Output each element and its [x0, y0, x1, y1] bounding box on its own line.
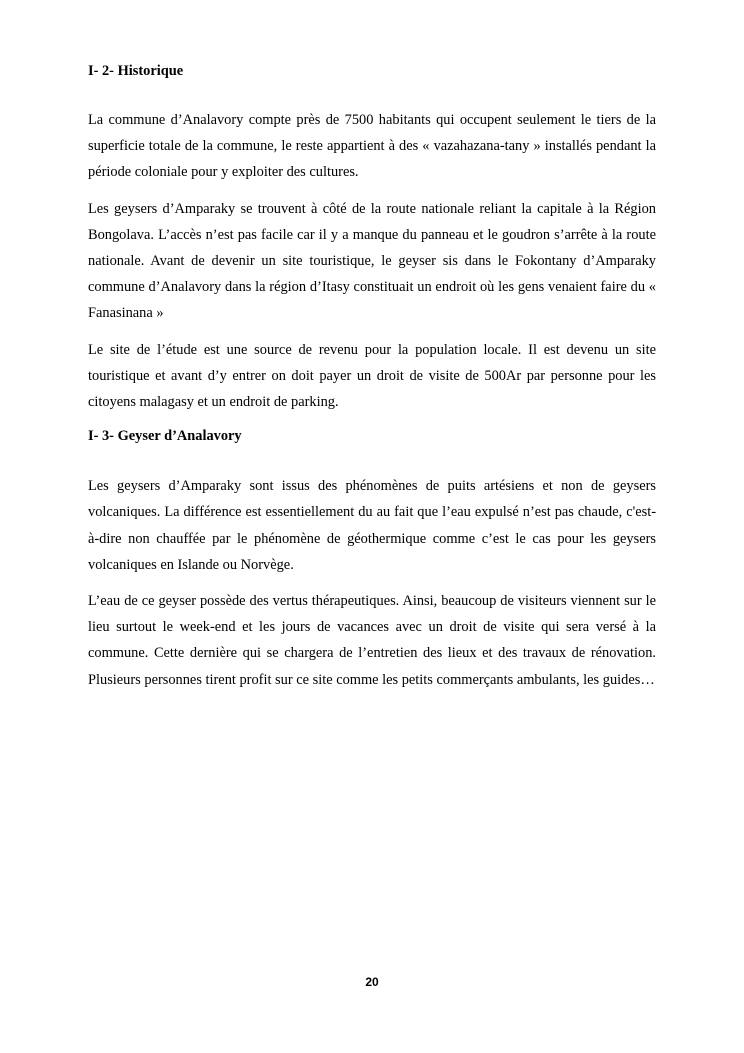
paragraph-geyser-origine: Les geysers d’Amparaky sont issus des phénomènes de puits artésiens et non de geysers volcaniques. La différence est essentiellement du au fait que l’eau expulsé n’est pas chaude, c'est-à-dire non chauffée par le phénomène de géothermique comme c’est le cas pour les geysers volcaniques en Islande ou Norvège. — [88, 478, 656, 573]
paragraph-historique-population: La commune d’Analavory compte près de 7500 habitants qui occupent seulement le tiers de la superficie totale de la commune, le reste appartient à des « vazahazana-tany » installés pendant la période coloniale pour y exploiter des cultures. — [88, 112, 656, 181]
page-body — [88, 58, 656, 693]
section-heading-geyser: I- 3- Geyser d’Analavory — [88, 428, 242, 445]
paragraph-historique-revenu: Le site de l’étude est une source de revenu pour la population locale. Il est devenu un site touristique et avant d’y entrer on doit payer un droit de visite de 500Ar par personne pour les citoyens malagasy et un endroit de parking. — [88, 341, 656, 411]
paragraph-geyser-vertus: L’eau de ce geyser possède des vertus thérapeutiques. Ainsi, beaucoup de visiteurs viennent sur le lieu surtout le week-end et les jours de vacances avec un droit de visite qui sera versé à la commune. Cette dernière qui se chargera de l’entretien des lieux et des travaux de rénovation. Plusieurs personnes tirent profit sur ce site comme les petits commerçants ambulants, les guides… — [88, 593, 656, 688]
paragraph-historique-acces: Les geysers d’Amparaky se trouvent à côté de la route nationale reliant la capitale à la Région Bongolava. L’accès n’est pas facile car il y a manque du panneau et le goudron s’arrête à la route nationale. Avant de devenir un site touristique, le geyser sis dans le Fokontany d’Amparaky commune d’Analavory dans la région d’Itasy constituait un endroit où les gens venaient faire du « Fanasinana » — [88, 200, 656, 322]
page-number: 20 — [365, 975, 379, 989]
section-heading-historique: I- 2- Historique — [88, 63, 184, 79]
